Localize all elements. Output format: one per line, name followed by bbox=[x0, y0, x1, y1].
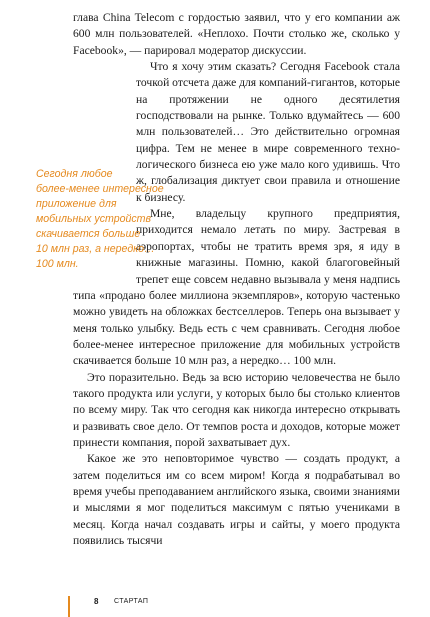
paragraph-4: Это поразительно. Ведь за всю историю человечества не было такого продукта или услуги, у которых было бы столько клиентов по всему миру. Так что сегодня как никогда интересно открывать и развивать свое дело. От темпов роста и доходов, которые может принести компания, порой захватывает дух. bbox=[73, 370, 400, 449]
running-title: СТАРТАП bbox=[114, 598, 149, 605]
paragraph-5: Какое же это неповторимое чувство — создать продукт, а затем поделиться им со всем миром! Когда я подрабатывал во время учебы преподаванием английского языка, своими знаниями и мыслями я мог поделиться максимум с пятью учениками в месяц. Когда начал создавать игры и сайты, у моего продукта появились тысячи bbox=[73, 452, 400, 547]
footer-accent-rule bbox=[68, 596, 70, 617]
paragraph-3: Мне, владельцу крупного предприятия, приходится немало летать по миру. Застревая в аэропортах, чтобы не тратить время зря, я иду в книжные магазины. Помню, какой благоговейный трепет еще совсем недавно вызывала у меня надпись типа «продано более миллиона экземпляров», которую частенько можно увидеть на обложках бестселлеров. Теперь она вызывает у меня только улыбку. Ведь есть с чем сравнивать. Сегодня любое более-менее интересное приложение для мобильных устройств скачивается больше 10 млн раз, а нередко… 100 млн. bbox=[73, 207, 400, 368]
page-number: 8 bbox=[94, 597, 99, 606]
paragraph-1: глава China Telecom с гордостью заявил, что у его компании аж 600 млн пользователей. «Неплохо. Почти столько же, сколько у Facebook», — парировал модератор дискуссии. bbox=[73, 11, 400, 57]
paragraph-2: Что я хочу этим сказать? Сегодня Facebook стала точкой отсчета даже для компаний-гигантов, которые на протяжении не одного десятилетия господствовали на рынке. Только вдумайтесь — 600 млн пользователей… Это действительно огромная цифра. Тем не менее в мире современного технологического бизнеса ею уже мало кого удивишь. Что ж, глобализация диктует свои правила и отношение к бизнесу. bbox=[136, 60, 400, 204]
pull-quote: Сегодня любое более-менее интересное приложение для мобильных устройств скачивается больше 10 млн раз, а нередко… 100 млн. bbox=[36, 168, 164, 270]
main-text-column bbox=[73, 10, 400, 549]
